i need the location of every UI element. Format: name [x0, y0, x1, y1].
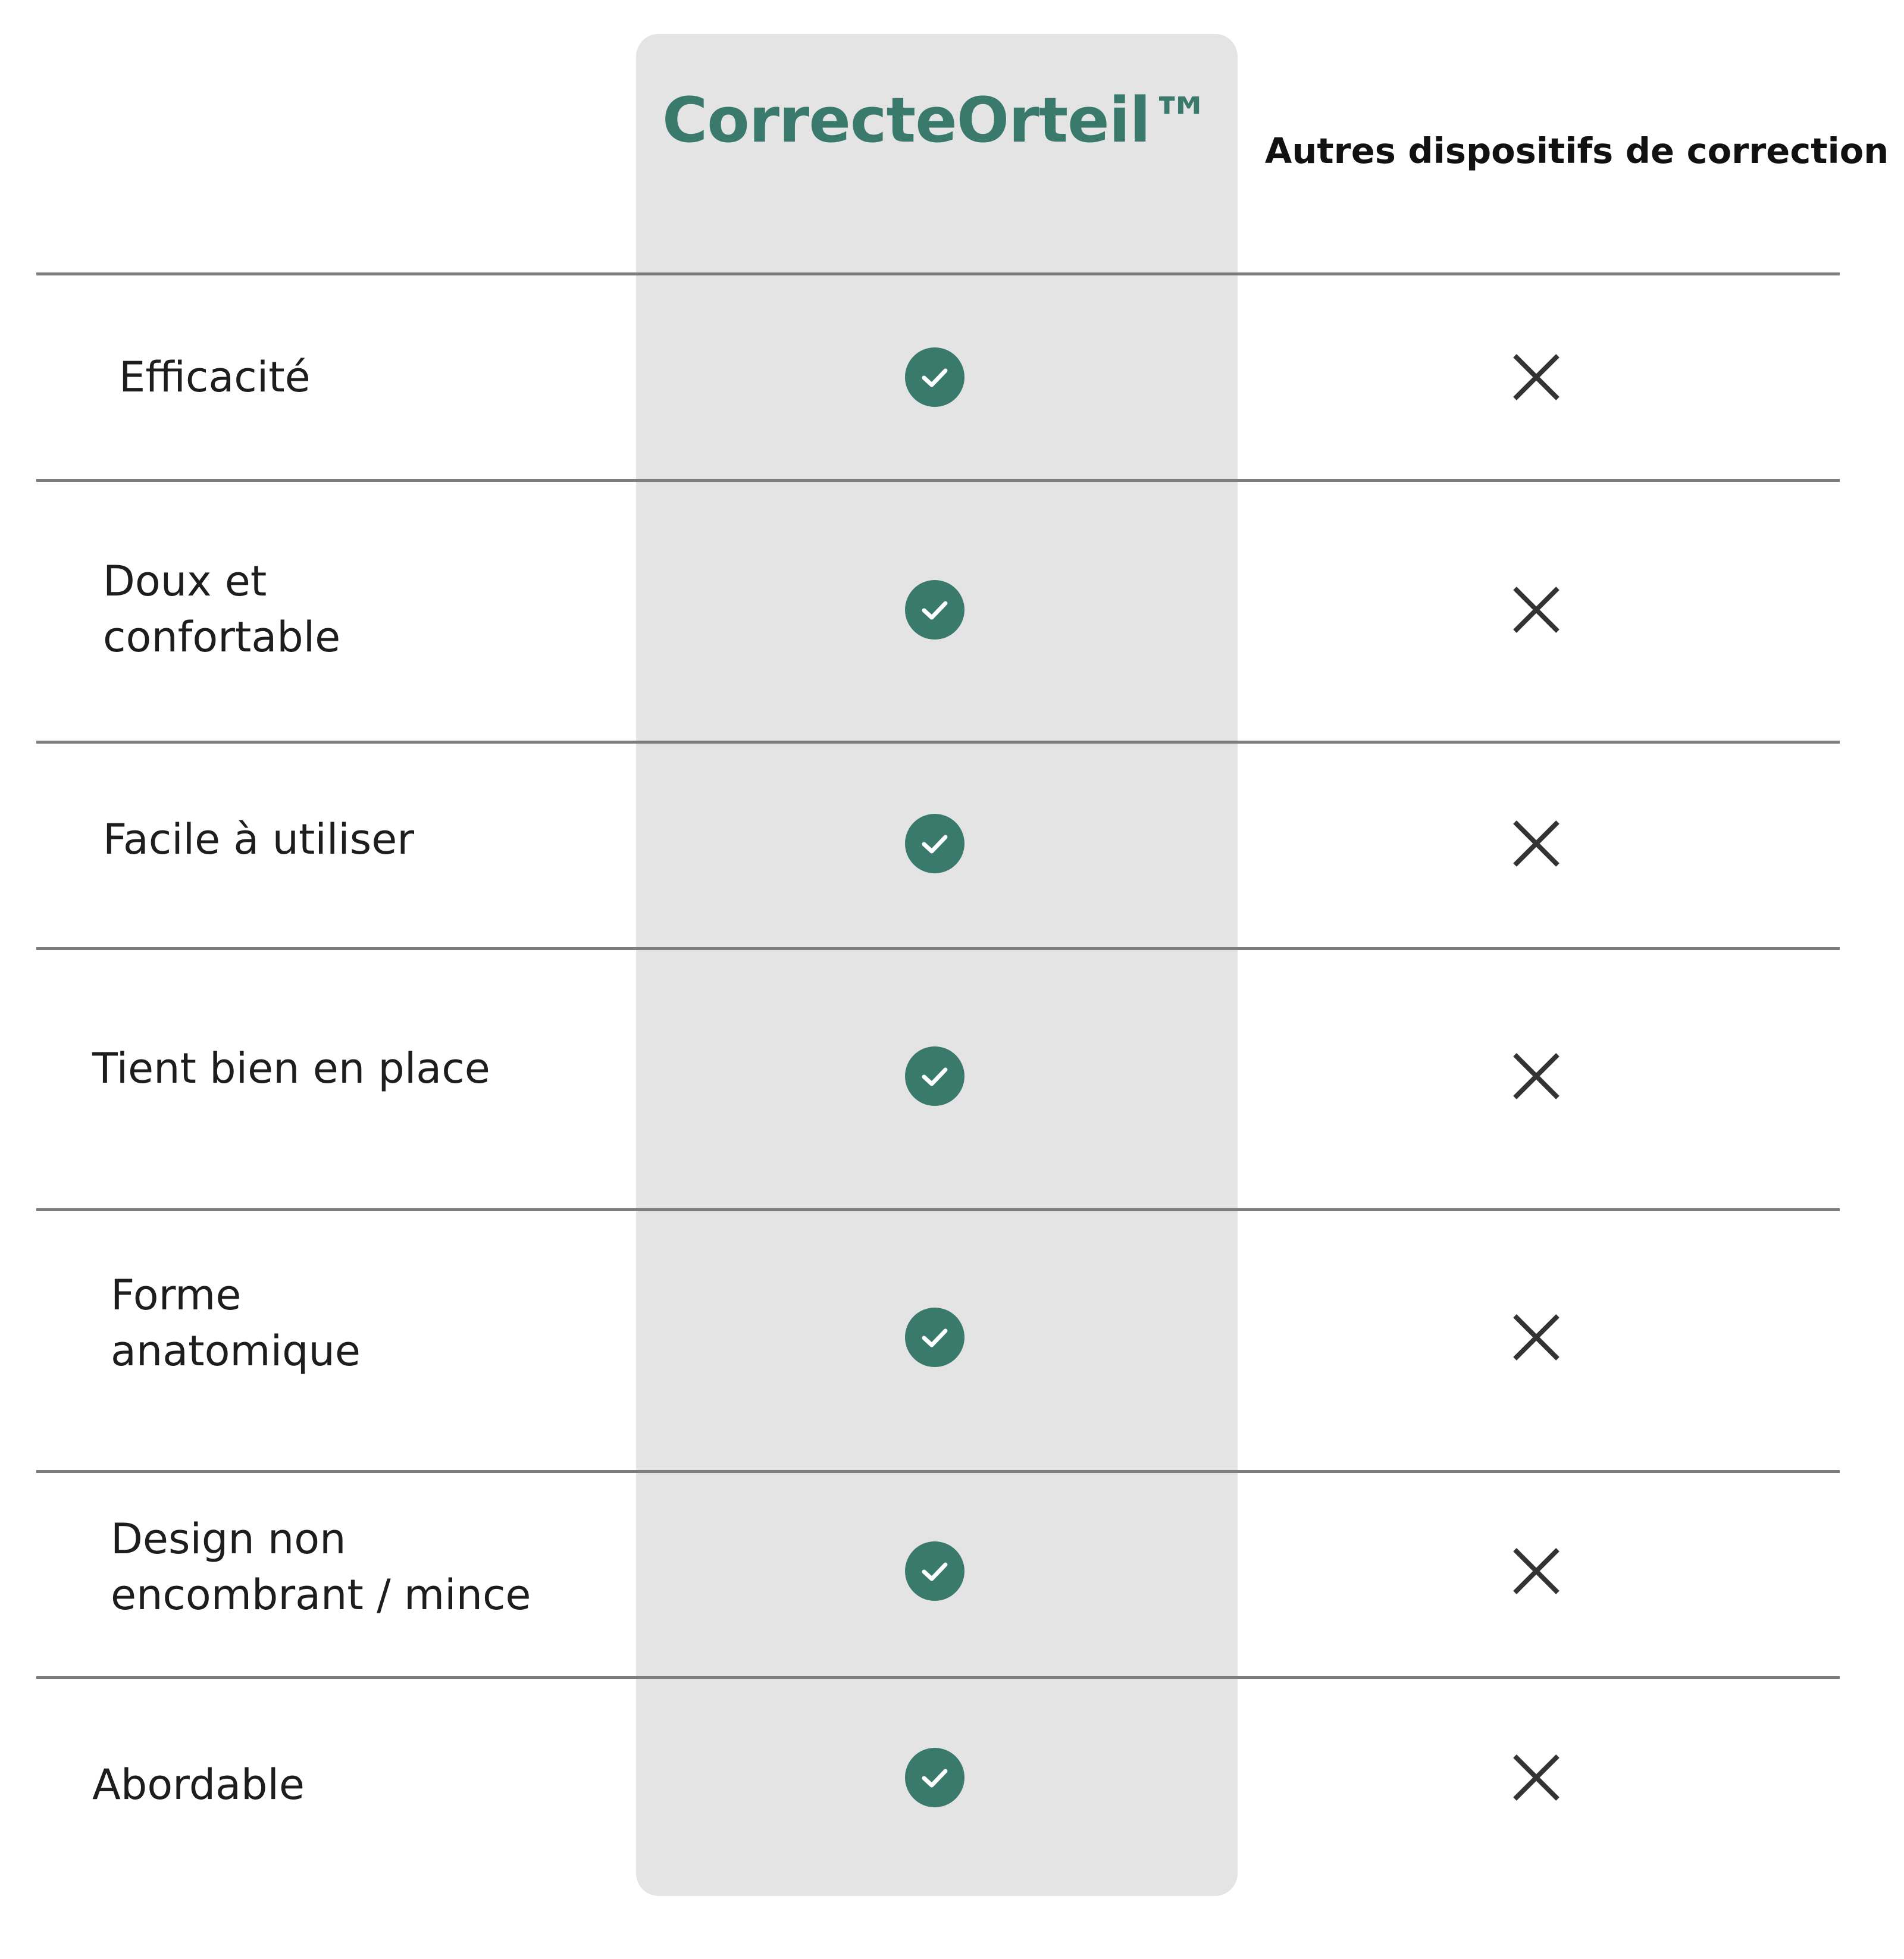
cross-icon: [1510, 1751, 1562, 1804]
row-divider: [36, 1208, 1840, 1211]
row-label-tient-en-place: Tient bien en place: [92, 1044, 490, 1093]
row-label-doux-confortable: Doux et confortable: [103, 557, 341, 662]
row-divider: [36, 1470, 1840, 1473]
row-divider: [36, 479, 1840, 482]
row-label-abordable: Abordable: [92, 1760, 305, 1809]
cross-icon: [1510, 584, 1562, 636]
check-icon: [905, 1308, 964, 1367]
row-label-design-mince: Design non encombrant / mince: [111, 1515, 531, 1619]
other-column-title: Autres dispositifs de correction: [1264, 130, 1889, 171]
row-label-facile-utiliser: Facile à utiliser: [103, 815, 415, 864]
brand-column-highlight: [636, 34, 1238, 1896]
check-icon: [905, 1748, 964, 1807]
row-label-forme-anatomique: Forme anatomique: [111, 1271, 361, 1375]
brand-column-title: CorrecteOrteil™: [662, 84, 1212, 156]
cross-icon: [1510, 817, 1562, 870]
row-label-efficacite: Efficacité: [119, 353, 311, 402]
cross-icon: [1510, 1050, 1562, 1102]
cross-icon: [1510, 1311, 1562, 1364]
check-icon: [905, 347, 964, 407]
cross-icon: [1510, 351, 1562, 403]
row-divider: [36, 1676, 1840, 1679]
check-icon: [905, 1046, 964, 1106]
cross-icon: [1510, 1545, 1562, 1597]
check-icon: [905, 814, 964, 873]
check-icon: [905, 1541, 964, 1601]
check-icon: [905, 580, 964, 640]
row-divider: [36, 741, 1840, 744]
row-divider: [36, 947, 1840, 950]
row-divider: [36, 272, 1840, 275]
